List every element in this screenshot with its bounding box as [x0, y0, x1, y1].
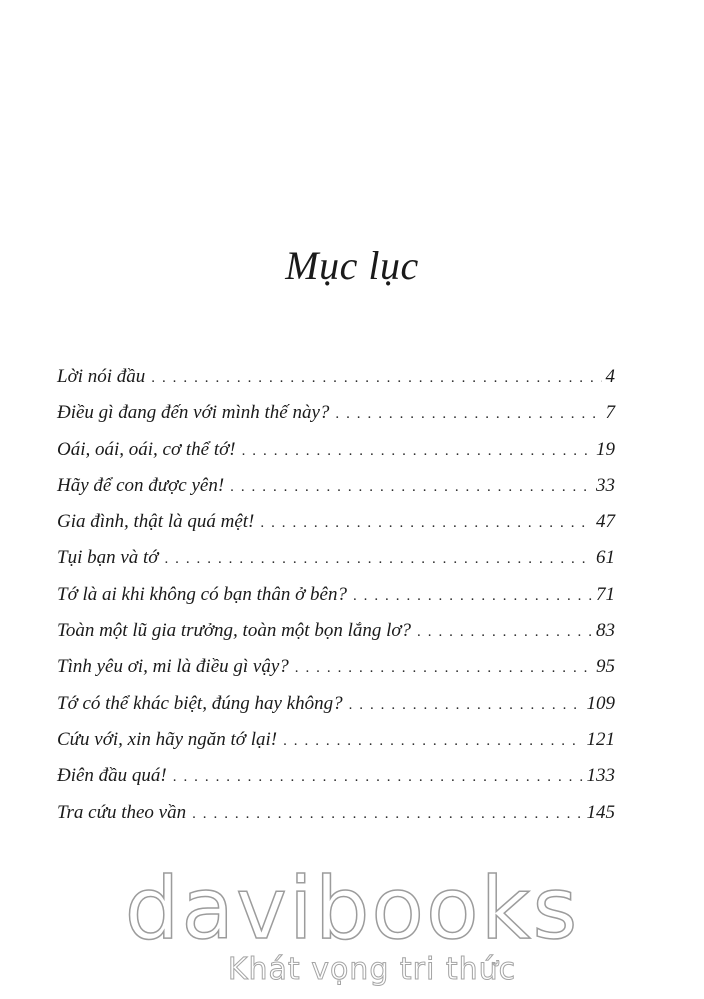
dot-leader	[192, 806, 582, 823]
toc-entry-title: Lời nói đầu	[57, 366, 146, 387]
toc-entry[interactable]	[57, 693, 615, 729]
toc-entry-title: Tớ là ai khi không có bạn thân ở bên?	[57, 583, 347, 605]
dot-leader	[164, 551, 592, 568]
toc-entry[interactable]	[57, 729, 615, 765]
toc-entry[interactable]	[57, 511, 615, 547]
toc-entry-title: Hãy để con được yên!	[57, 474, 225, 496]
toc-entry-page: 61	[596, 547, 615, 569]
toc-entry-title: Gia đình, thật là quá mệt!	[57, 511, 255, 533]
dot-leader	[230, 479, 592, 496]
toc-entry[interactable]	[57, 656, 615, 692]
toc-entry-page: 47	[596, 511, 615, 533]
toc-entry-page: 133	[586, 765, 615, 787]
watermark-brand: davibooks	[124, 859, 580, 959]
dot-leader	[295, 660, 592, 677]
toc-entry[interactable]	[57, 802, 615, 838]
dot-leader	[417, 624, 592, 641]
toc-entry-title: Tra cứu theo vần	[57, 801, 187, 823]
toc-entry-page: 121	[586, 728, 615, 750]
toc-entry[interactable]	[57, 620, 615, 656]
toc-entry-page: 71	[596, 583, 615, 605]
dot-leader	[260, 515, 592, 532]
toc-entry-title: Toàn một lũ gia trưởng, toàn một bọn lắng lơ?	[57, 620, 412, 642]
table-of-contents	[57, 366, 615, 838]
toc-entry-title: Điên đầu quá!	[57, 765, 167, 787]
dot-leader	[173, 769, 583, 786]
toc-entry[interactable]	[57, 584, 615, 620]
toc-entry[interactable]	[57, 439, 615, 475]
toc-entry[interactable]	[57, 402, 615, 438]
dot-leader	[349, 697, 583, 714]
toc-entry-page: 4	[605, 366, 615, 387]
toc-entry[interactable]	[57, 366, 615, 402]
dot-leader	[242, 443, 592, 460]
toc-entry-title: Điều gì đang đến với mình thế này?	[57, 402, 330, 424]
toc-entry-page: 145	[586, 801, 615, 823]
dot-leader	[335, 406, 601, 423]
toc-entry-page: 19	[596, 438, 615, 460]
toc-entry-title: Tụi bạn và tớ	[57, 547, 159, 569]
dot-leader	[151, 370, 601, 387]
watermark-slogan: Khát vọng tri thức	[227, 952, 517, 987]
toc-entry-title: Tớ có thể khác biệt, đúng hay không?	[57, 692, 343, 714]
toc-entry-title: Tình yêu ơi, mi là điều gì vậy?	[57, 656, 289, 678]
page-title: Mục lục	[285, 243, 419, 288]
toc-entry[interactable]	[57, 765, 615, 801]
toc-entry-title: Oái, oái, oái, cơ thể tớ!	[57, 438, 236, 460]
dot-leader	[353, 588, 592, 605]
dot-leader	[283, 733, 582, 750]
toc-entry-page: 109	[586, 692, 615, 714]
toc-entry-page: 7	[605, 402, 615, 424]
toc-entry[interactable]	[57, 547, 615, 583]
toc-entry-title: Cứu với, xin hãy ngăn tớ lại!	[57, 728, 278, 750]
toc-entry[interactable]	[57, 475, 615, 511]
toc-entry-page: 83	[596, 620, 615, 642]
toc-entry-page: 95	[596, 656, 615, 678]
toc-entry-page: 33	[596, 474, 615, 496]
